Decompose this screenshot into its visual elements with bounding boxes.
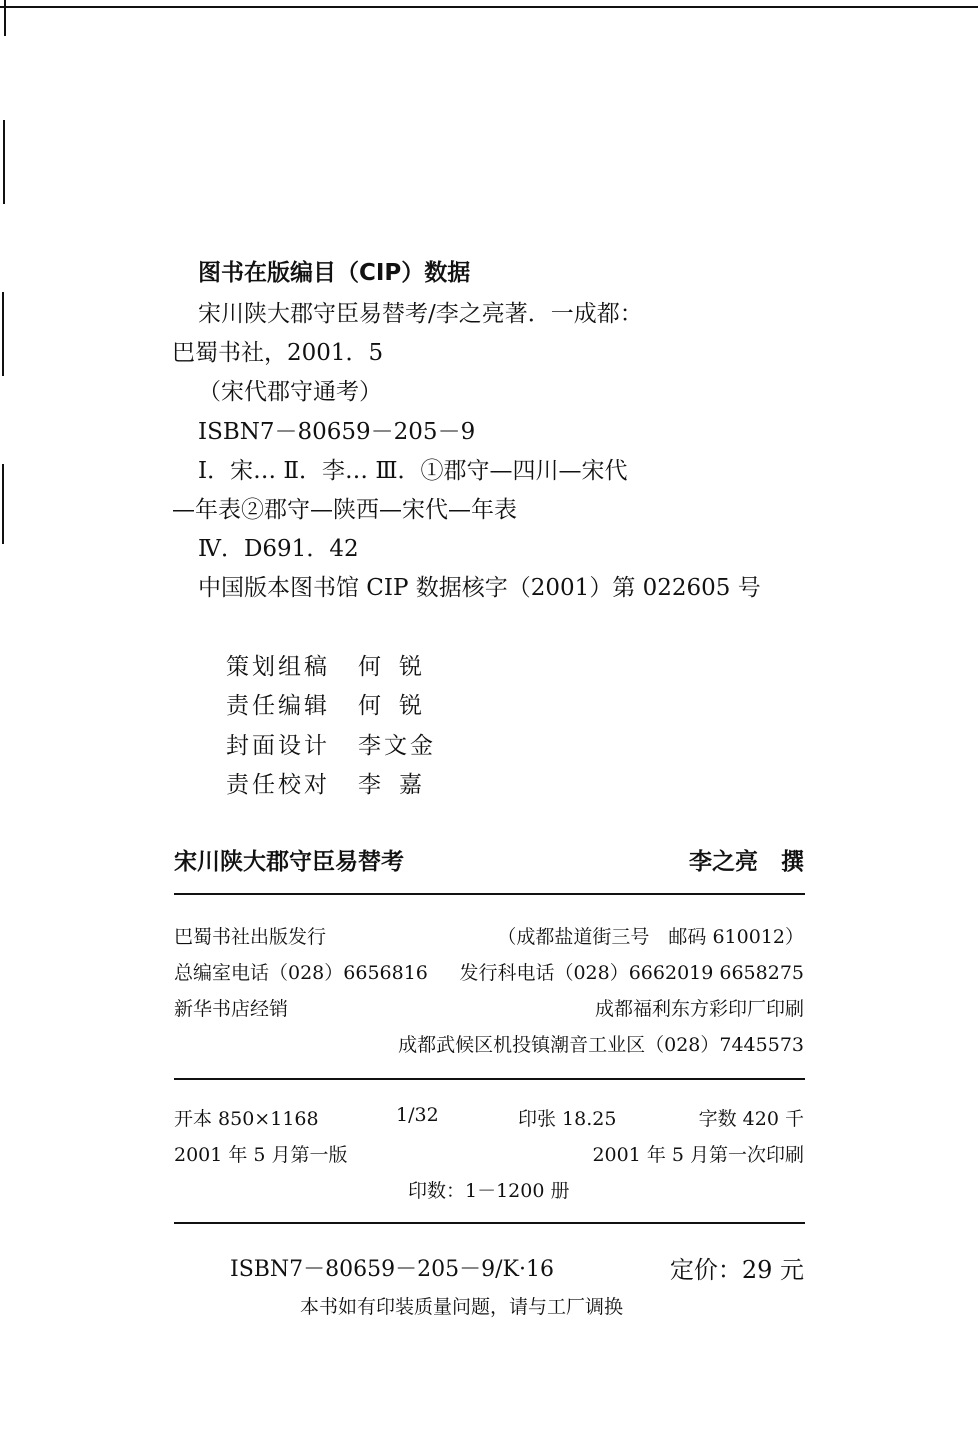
isbn-full: ISBN7－80659－205－9/K·16 (230, 1257, 554, 1282)
scan-edge-top (0, 6, 978, 8)
sales-phone: 发行科电话（028）6662019 6658275 (459, 962, 804, 984)
credit-role: 责任编辑 (226, 693, 330, 719)
price: 定价：29 元 (669, 1256, 804, 1284)
publisher-name: 巴蜀书社出版发行 (174, 926, 327, 948)
scan-edge-left-4 (2, 464, 4, 544)
divider-bottom (174, 1222, 805, 1224)
cip-line-series: （宋代郡守通考） (198, 379, 382, 405)
cip-isbn: ISBN7－80659－205－9 (198, 419, 476, 445)
book-sheets: 印张 18.25 (518, 1108, 617, 1130)
cip-verify-number: 中国版本图书馆 CIP 数据核字（2001）第 022605 号 (198, 575, 761, 601)
printer: 成都福利东方彩印厂印刷 (594, 998, 804, 1020)
cip-line-publisher: 巴蜀书社，2001．5 (172, 340, 384, 366)
book-fold: 1/32 (396, 1104, 439, 1126)
book-printing: 2001 年 5 月第一次印刷 (592, 1144, 804, 1166)
scan-edge-left-1 (4, 0, 6, 36)
credit-role: 责任校对 (226, 772, 330, 798)
credit-role: 封面设计 (226, 733, 330, 759)
cip-heading: 图书在版编目（CIP）数据 (198, 260, 471, 286)
credit-name: 李文金 (358, 733, 436, 759)
cip-classification: Ⅳ．D691．42 (198, 536, 359, 562)
credit-name: 何锐 (358, 654, 440, 680)
credit-row (226, 687, 440, 720)
credit-row (226, 648, 440, 681)
publisher-address: （成都盐道街三号 邮码 610012） (497, 926, 804, 948)
colophon-author: 李之亮 撰 (689, 849, 804, 875)
cip-subject-1: Ⅰ．宋… Ⅱ．李… Ⅲ．①郡守—四川—宋代 (198, 458, 628, 484)
distributor: 新华书店经销 (174, 998, 289, 1020)
print-run: 印数：1－1200 册 (408, 1180, 570, 1202)
cip-subject-2: —年表②郡守—陕西—宋代—年表 (172, 497, 517, 523)
book-edition: 2001 年 5 月第一版 (174, 1144, 348, 1166)
quality-note: 本书如有印装质量问题，请与工厂调换 (300, 1296, 624, 1318)
credit-name: 李嘉 (358, 772, 440, 798)
scan-edge-left-2 (3, 120, 5, 204)
credit-row (226, 727, 436, 760)
credit-name: 何锐 (358, 693, 440, 719)
divider-top (174, 893, 805, 895)
cip-line-title: 宋川陕大郡守臣易替考/李之亮著．一成都： (198, 301, 643, 327)
divider-middle (174, 1078, 805, 1080)
colophon-book-title: 宋川陕大郡守臣易替考 (174, 849, 404, 875)
editorial-phone: 总编室电话（028）6656816 (174, 962, 428, 984)
credit-role: 策划组稿 (226, 654, 330, 680)
book-format: 开本 850×1168 (174, 1108, 319, 1130)
book-words: 字数 420 千 (698, 1108, 804, 1130)
scan-edge-left-3 (2, 292, 4, 376)
printer-address: 成都武候区机投镇潮音工业区（028）7445573 (398, 1034, 804, 1056)
credit-row (226, 766, 440, 799)
